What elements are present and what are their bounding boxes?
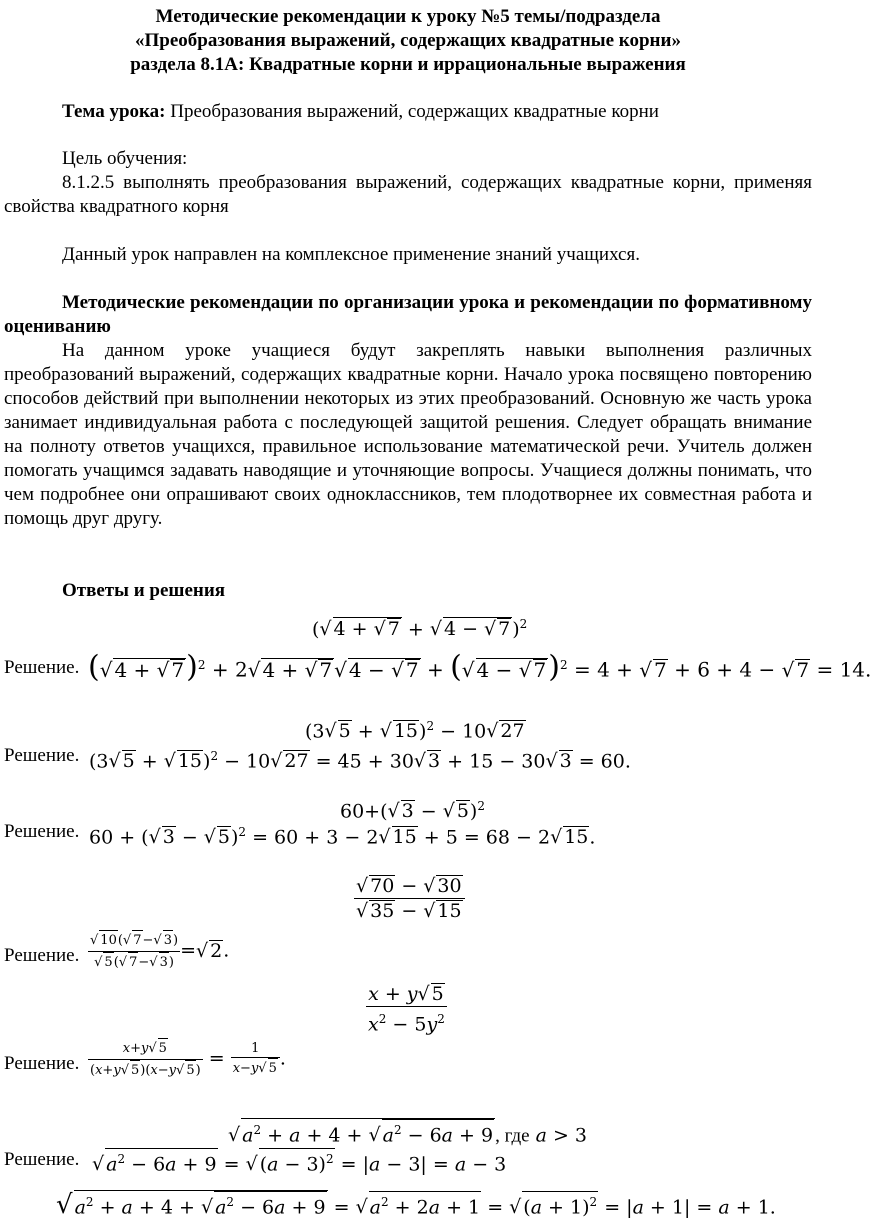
ex3-solution-label: Решение. [4,821,80,842]
ex1-solution: (√ 4 + √ 7)$^2$ + 2√ 4 + √ 7√ 4 − √ 7 + (√ 4 − √ 7)$^2$ = 4 + √ 7 + 6 + 4 − √ 7 = 14. [88,650,871,685]
topic-text: Преобразования выражений, содержащих квадратные корни [165,101,659,122]
ex6-solution-2: √ $a^2 + a + 4$ + √ $a^2 - 6a + 9$ = √ $a^2 + 2a + 1$ = √ $(a + 1)^2 = |a + 1| = a + 1$. [56,1190,776,1219]
goal-text: 8.1.2.5 выполнять преобразования выражений, содержащих квадратные корни, применяя свойства квадратного корня [4,172,812,217]
ex2-solution-label: Решение. [4,745,80,766]
ex6-task: √ $a^2 + a + 4$ + √ $a^2 - 6a + 9$ , где a > 3 [228,1118,587,1148]
topic-label: Тема урока: [62,101,166,122]
direction-text: Данный урок направлен на комплексное применение знаний учащихся. [62,244,640,265]
ex5-solution-label: Решение. [4,1053,80,1074]
method-heading: Методические рекомендации по организации урока и рекомендации по формативному оцениванию [4,292,812,337]
ex1-task: (√ 4 + √ 7 + √ 4 − √ 7 )$^2$ [312,612,527,641]
ex3-task: 60+(√ 3 − √ 5)$^2$ [340,794,485,823]
ex3-solution: 60 + (√ 3 − √ 5)$^2$ = 60 + 3 − 2√ 15 + 5 = 68 − 2√ 15. [89,820,595,849]
ex6-solution-1: √ $a^2 - 6a + 9$ = √ $(a - 3)^2 = |a - 3| = a - 3$ [92,1148,506,1176]
ex4-solution-label: Решение. [4,945,80,966]
title-line-3: раздела 8.1А: Квадратные корни и иррациональные выражения [130,54,686,75]
title-line-1: Методические рекомендации к уроку №5 темы/подраздела [155,6,661,27]
topic-line [4,100,812,124]
ex5-task: $\frac{x + y√ 5}{x^2 - 5y^2}$ [366,982,447,1036]
ex2-solution: (3√ 5 + √ 15)$^2$ − 10√ 27 = 45 + 30√ 3 + 15 − 30√ 3 = 60. [89,744,631,773]
ex4-task: √ 70 − √ 30 √ 35 − √ 15 [354,874,465,923]
ex1-solution-label: Решение. [4,657,80,678]
title-line-2: «Преобразования выражений, содержащих квадратные корни» [135,30,681,51]
method-body: На данном уроке учащиеся будут закреплять навыки выполнения различных преобразований выражений, содержащих квадратные корни. Начало урока посвящено повторению способов действий при выполнении некоторых из этих преобразований. Основную же часть урока занимает индивидуальная работа с последующей защитой решения. Следует обращать внимание на полноту ответов учащихся, правильное использование математической речи. Учитель должен помогать учащимся задавать наводящие и уточняющие вопросы. Учащиеся должны понимать, что чем подробнее они опрашивают своих одноклассников, тем плодотворнее их совместная работа и помощь друг другу. [4,340,812,529]
ex2-task: (3√ 5 + √ 15)$^2$ − 10√ 27 [305,714,526,743]
ex6-solution-label: Решение. [4,1149,80,1170]
ex5-solution: $\frac{x+y√ 5}{(x+y√ 5)(x-y√ 5)}$ = $\frac{1}{x-y√ 5}$ . [88,1038,286,1081]
goal-label: Цель обучения: [62,148,188,169]
ex4-solution: √ 10(√ 7−√ 3) √ 5(√ 7−√ 3) =√ 2. [88,930,229,973]
ex6-condition-word: , где [495,1125,530,1147]
answers-heading: Ответы и решения [62,580,226,601]
